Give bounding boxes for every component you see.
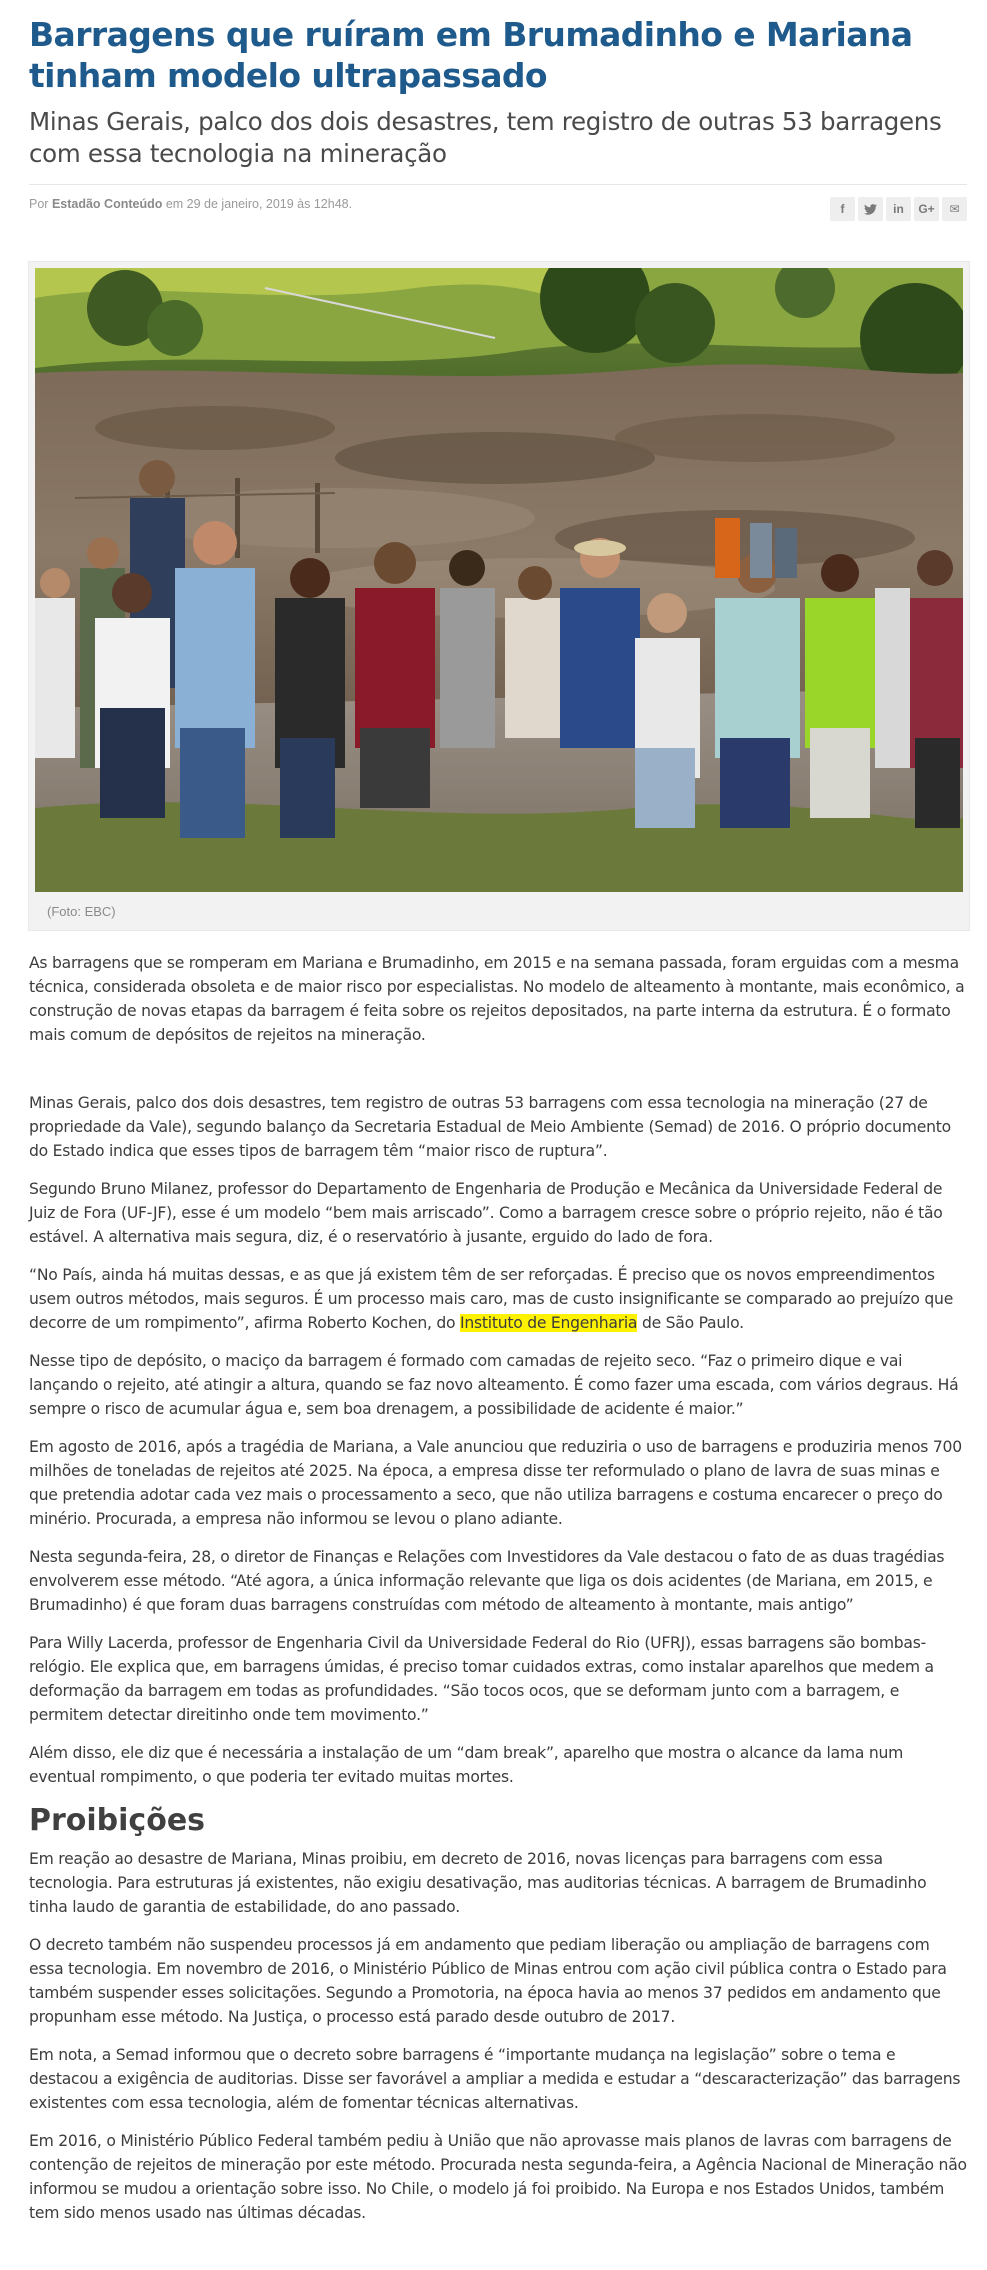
subtitle: Minas Gerais, palco dos dois desastres, tem registro de outras 53 barragens com essa tecnologia na mineração xyxy=(29,107,942,168)
paragraph: Nesse tipo de depósito, o maciço da barragem é formado com camadas de rejeito seco. “Faz o primeiro dique e vai lançando o rejeito, até atingir a altura, quando se faz novo alteamento. É como fazer uma escada, com vários degraus. Há sempre o risco de acumular água e, sem boa drenagem, a possibilidade de acidente é maior.” xyxy=(29,1352,959,1418)
paragraph: O decreto também não suspendeu processos já em andamento que pediam liberação ou ampliação de barragens com essa tecnologia. Em novembro de 2016, o Ministério Público de Minas entrou com ação civil pública contra o Estado para também suspender esses solicitações. Segundo a Promotoria, na época havia ao menos 37 pedidos em andamento que propunham esse método. Na Justiça, o processo está parado desde outubro de 2017. xyxy=(29,1936,947,2026)
quote-text-after: de São Paulo. xyxy=(637,1314,744,1332)
share-buttons xyxy=(830,197,967,221)
google-plus-share-button[interactable] xyxy=(914,197,939,221)
linkedin-share-button[interactable] xyxy=(886,197,911,221)
paragraph: Minas Gerais, palco dos dois desastres, tem registro de outras 53 barragens com essa tecnologia na mineração (27 de propriedade da Vale), segundo balanço da Secretaria Estadual de Meio Ambiente (Semad) de 2016. O próprio documento do Estado indica que esses tipos de barragem têm “maior risco de ruptura”. xyxy=(29,1094,951,1160)
byline-prefix: Por xyxy=(29,197,52,211)
paragraph: Em reação ao desastre de Mariana, Minas proibiu, em decreto de 2016, novas licenças para barragens com essa tecnologia. Para estruturas já existentes, não exigiu desativação, mas auditorias técnicas. A barragem de Brumadinho tinha laudo de garantia de estabilidade, do ano passado. xyxy=(29,1850,927,1916)
headline: Barragens que ruíram em Brumadinho e Mariana tinham modelo ultrapassado xyxy=(29,15,913,95)
facebook-icon: f xyxy=(840,202,845,216)
twitter-share-button[interactable] xyxy=(858,197,883,221)
twitter-icon xyxy=(864,204,877,215)
email-icon: ✉ xyxy=(949,202,960,216)
paragraph: Em agosto de 2016, após a tragédia de Mariana, a Vale anunciou que reduziria o uso de barragens e produziria menos 700 milhões de toneladas de rejeitos até 2025. Na época, a empresa disse ter reformulado o plano de lavra de suas minas e que pretendia adotar cada vez mais o processamento a seco, que não utiliza barragens e costuma encarecer o preço do minério. Procurada, a empresa não informou se levou o plano adiante. xyxy=(29,1438,962,1528)
article-figure xyxy=(28,261,970,931)
quote-text-before: “No País, ainda há muitas dessas, e as que já existem têm de ser reforçadas. É preciso que os novos empreendimentos usem outros métodos, mais seguros. É um processo mais caro, mas de custo insignificante se comparado ao prejuízo que decorre de um rompimento”, afirma Roberto Kochen, do xyxy=(29,1266,954,1332)
paragraph: Para Willy Lacerda, professor de Engenharia Civil da Universidade Federal do Rio (UFRJ), essas barragens são bombas-relógio. Ele explica que, em barragens úmidas, é preciso tomar cuidados extras, como instalar aparelhos que medem a deformação da barragem em todas as profundidades. “São tocos ocos, que se deformam junto com a barragem, e permitem detectar direitinho onde tem movimento.” xyxy=(29,1634,934,1724)
paragraph: Nesta segunda-feira, 28, o diretor de Finanças e Relações com Investidores da Vale destacou o fato de as duas tragédias envolverem esse método. “Até agora, a única informação relevante que liga os dois acidentes (de Mariana, em 2015, e Brumadinho) é que foram duas barragens construídas com método de alteamento à montante, mais antigo” xyxy=(29,1548,945,1614)
byline-author[interactable]: Estadão Conteúdo xyxy=(51,197,163,211)
section-heading: Proibições xyxy=(29,1803,206,1838)
article-photo xyxy=(35,268,963,892)
paragraph: As barragens que se romperam em Mariana e Brumadinho, em 2015 e na semana passada, foram erguidas com a mesma técnica, considerada obsoleta e de maior risco por especialistas. No modelo de alteamento à montante, mais econômico, a construção de novas etapas da barragem é feita sobre os rejeitos depositados, na parte interna da estrutura. É o formato mais comum de depósitos de rejeitos na mineração. xyxy=(29,954,965,1044)
highlighted-link-instituto[interactable]: Instituto de Engenharia xyxy=(460,1314,638,1332)
linkedin-icon: in xyxy=(893,202,904,216)
paragraph: Em 2016, o Ministério Público Federal também pediu à União que não aprovasse mais planos de lavras com barragens de contenção de rejeitos de mineração por este método. Procurada nesta segunda-feira, a Agência Nacional de Mineração não informou se mudou a orientação sobre isso. No Chile, o modelo já foi proibido. Na Europa e nos Estados Unidos, também tem sido menos usado nas últimas décadas. xyxy=(29,2132,967,2222)
article-body xyxy=(29,951,967,2225)
paragraph: Em nota, a Semad informou que o decreto sobre barragens é “importante mudança na legislação” sobre o tema e destacou a exigência de auditorias. Disse ser favorável a ampliar a medida e estudar a “descaracterização” das barragens existentes com essa tecnologia, além de fomentar técnicas alternativas. xyxy=(29,2046,961,2112)
google-plus-icon: G+ xyxy=(918,202,935,216)
photo-caption: (Foto: EBC) xyxy=(47,904,116,919)
article xyxy=(29,14,967,2225)
byline-date: em 29 de janeiro, 2019 às 12h48. xyxy=(162,197,353,211)
byline xyxy=(29,197,352,211)
email-share-button[interactable] xyxy=(942,197,967,221)
facebook-share-button[interactable] xyxy=(830,197,855,221)
meta-bar xyxy=(29,184,967,233)
paragraph: Segundo Bruno Milanez, professor do Departamento de Engenharia de Produção e Mecânica da Universidade Federal de Juiz de Fora (UF-JF), esse é um modelo “bem mais arriscado”. Como a barragem cresce sobre o próprio rejeito, não é tão estável. A alternativa mais segura, diz, é o reservatório à jusante, erguido do lado de fora. xyxy=(29,1180,943,1246)
mudslide-photo-illustration xyxy=(35,268,963,892)
paragraph-quote xyxy=(29,1263,967,1335)
paragraph: Além disso, ele diz que é necessária a instalação de um “dam break”, aparelho que mostra o alcance da lama num eventual rompimento, o que poderia ter evitado muitas mortes. xyxy=(29,1744,904,1786)
